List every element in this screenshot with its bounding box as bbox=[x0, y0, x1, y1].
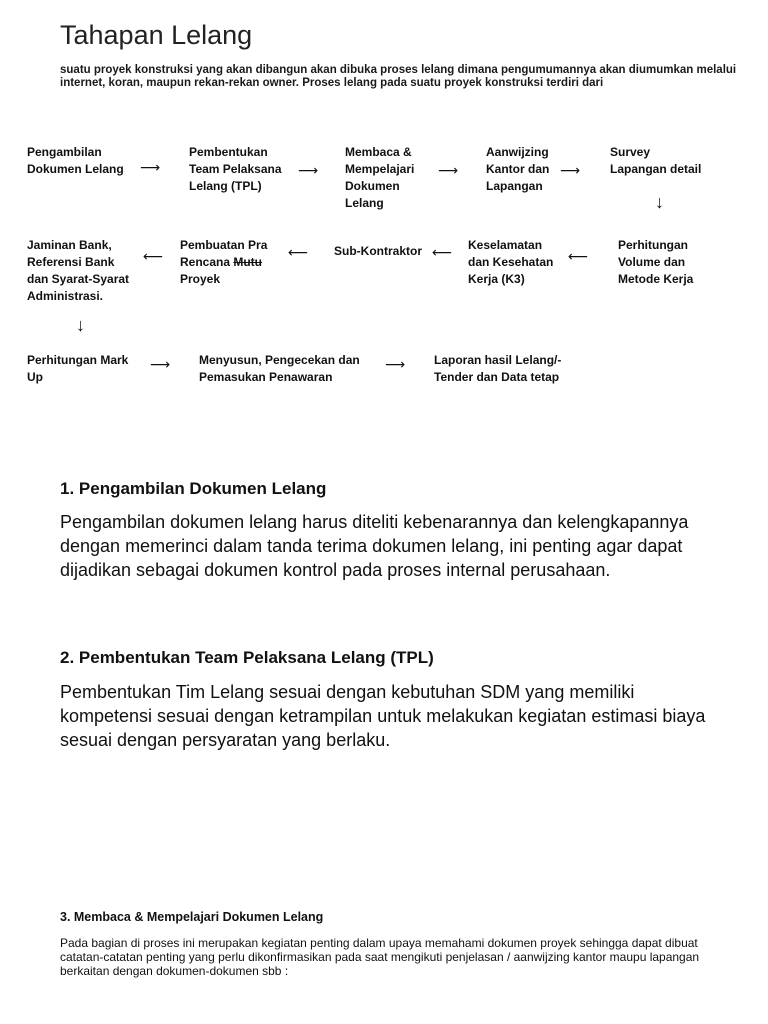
section-1-body: Pengambilan dokumen lelang harus diteliti kebenarannya dan kelengkapannya dengan memerinci dalam tanda terima dokumen lelang, ini penting agar dapat dijadikan sebagai dokumen kontrol pada proses internal perusahaan. bbox=[60, 512, 689, 580]
flow-step-membaca: Membaca & Mempelajari Dokumen Lelang bbox=[345, 145, 415, 210]
flow-step-jaminan-bank: Jaminan Bank, Referensi Bank dan Syarat-Syarat Administrasi. bbox=[27, 238, 130, 303]
section-1-heading: 1. Pengambilan Dokumen Lelang bbox=[60, 479, 327, 498]
flow-step-penawaran: Menyusun, Pengecekan dan Pemasukan Penawaran bbox=[199, 353, 360, 384]
flow-step-perhitungan-volume: Perhitungan Volume dan Metode Kerja bbox=[618, 238, 694, 286]
arrow-right-icon: ⟶ bbox=[150, 356, 171, 372]
arrow-right-icon: ⟶ bbox=[560, 162, 581, 178]
section-3-body: Pada bagian di proses ini merupakan kegiatan penting dalam upaya memahami dokumen proyek sehingga dapat dibuat catatan-catatan penting yang perlu dikonfirmasikan pada saat mengikuti penjelasan / aanwijzing kantor maupu lapangan berkaitan dengan dokumen-dokumen sbb : bbox=[60, 936, 700, 978]
arrow-left-icon: ⟵ bbox=[432, 244, 453, 260]
arrow-down-icon: ↓ bbox=[76, 315, 85, 335]
section-3-heading: 3. Membaca & Mempelajari Dokumen Lelang bbox=[60, 910, 324, 924]
arrow-right-icon: ⟶ bbox=[438, 162, 459, 178]
section-2-heading: 2. Pembentukan Team Pelaksana Lelang (TPL) bbox=[60, 648, 434, 667]
pra-rencana-text-end: Proyek bbox=[180, 272, 221, 286]
arrow-left-icon: ⟵ bbox=[143, 248, 164, 264]
flow-step-laporan: Laporan hasil Lelang/- Tender dan Data tetap bbox=[434, 353, 562, 384]
flow-step-pengambilan: Pengambilan Dokumen Lelang bbox=[27, 145, 124, 176]
arrow-right-icon: ⟶ bbox=[140, 159, 161, 175]
flow-step-pembentukan: Pembentukan Team Pelaksana Lelang (TPL) bbox=[189, 145, 282, 193]
section-2-body: Pembentukan Tim Lelang sesuai dengan kebutuhan SDM yang memiliki kompetensi sesuai dengan ketrampilan untuk melakukan kegiatan estimasi biaya sesuai dengan persyaratan yang berlaku. bbox=[60, 682, 706, 750]
arrow-left-icon: ⟵ bbox=[288, 244, 309, 260]
flow-step-aanwijzing: Aanwijzing Kantor dan Lapangan bbox=[486, 145, 550, 193]
arrow-left-icon: ⟵ bbox=[568, 248, 589, 264]
flow-step-pra-rencana bbox=[180, 237, 267, 288]
pra-rencana-text: Pembuatan Pra Rencana bbox=[180, 238, 268, 269]
flow-step-mark-up: Perhitungan Mark Up bbox=[27, 353, 129, 384]
flow-step-subkontraktor: Sub-Kontraktor bbox=[334, 244, 422, 258]
arrow-right-icon: ⟶ bbox=[298, 162, 319, 178]
page-title: Tahapan Lelang bbox=[60, 20, 253, 50]
arrow-right-icon: ⟶ bbox=[385, 356, 406, 372]
struck-word: Mutu bbox=[233, 255, 263, 269]
arrow-down-icon: ↓ bbox=[655, 192, 664, 212]
flow-step-survey: Survey Lapangan detail bbox=[610, 145, 702, 176]
flow-step-k3: Keselamatan dan Kesehatan Kerja (K3) bbox=[468, 238, 554, 286]
intro-text: suatu proyek konstruksi yang akan dibangun akan dibuka proses lelang dimana pengumumannya akan diumumkan melalui internet, koran, maupun rekan-rekan owner. Proses lelang pada suatu proyek konstruksi terdiri dari bbox=[60, 64, 737, 89]
